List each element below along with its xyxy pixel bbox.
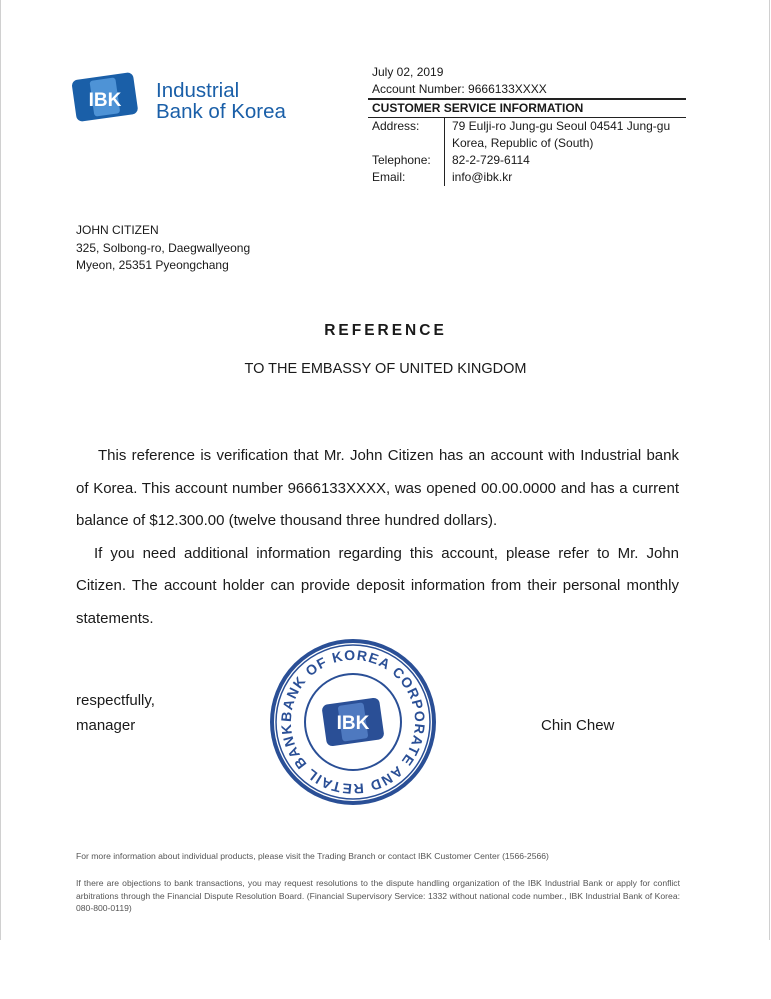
bank-seal-stamp: [268, 637, 438, 807]
ibk-logo-icon: [70, 70, 140, 126]
bank-name-line2: Bank of Korea: [156, 100, 286, 123]
paragraph-verification: This reference is verification that Mr. John Citizen has an account with Industrial bank of Korea. This account number 9666133XXXX, was opened 00.00.0000 and has a current balance of $12.300.00 (twelve thousand three hundred dollars).: [76, 447, 679, 529]
footer-dispute-info: If there are objections to bank transactions, you may request resolutions to the dispute handling organization of the IBK Industrial Bank or apply for conflict arbitrations through the Financial Dispute Resolution Board. (Financial Supervisory Service: 1332 without national code number., IBK Industrial Bank of Korea: 080-800-0119): [76, 878, 680, 913]
recipient-name: JOHN CITIZEN: [76, 223, 159, 237]
section-title: CUSTOMER SERVICE INFORMATION: [368, 100, 686, 118]
signer-role: manager: [76, 717, 136, 734]
telephone-value: 82-2-729-6114: [452, 153, 530, 167]
seal-icon: [268, 637, 438, 807]
telephone-row: [368, 152, 686, 169]
footer-info: For more information about individual products, please visit the Trading Branch or contact IBK Customer Center (1566-2566): [76, 851, 549, 861]
paragraph-additional-info: If you need additional information regarding this account, please refer to Mr. John Citizen. The account holder can provide deposit information from their personal monthly statements.: [76, 544, 679, 627]
address-value: [445, 118, 687, 152]
letter-date: July 02, 2019: [372, 65, 444, 79]
addressee: TO THE EMBASSY OF UNITED KINGDOM: [244, 361, 527, 377]
recipient-address-line2: Myeon, 25351 Pyeongchang: [76, 258, 229, 272]
letter-body: [76, 440, 679, 635]
customer-service-block: [368, 64, 686, 186]
bank-name: [156, 80, 286, 122]
svg-text:IBK: IBK: [336, 713, 370, 734]
email-row: [368, 169, 686, 186]
address-value-line1: 79 Eulji-ro Jung-gu Seoul 04541 Jung-gu: [452, 119, 671, 133]
address-label: Address:: [368, 118, 445, 152]
account-number: Account Number: 9666133XXXX: [368, 81, 686, 100]
bank-logo: [70, 70, 320, 130]
page-edge: [769, 0, 770, 940]
email-value: info@ibk.kr: [452, 170, 513, 184]
closing: respectfully,: [76, 692, 155, 709]
contact-table: [368, 118, 686, 186]
recipient-address-line1: 325, Solbong-ro, Daegwallyeong: [76, 240, 251, 255]
recipient-address: [76, 222, 250, 275]
telephone-label: Telephone:: [368, 152, 445, 169]
address-row: [368, 118, 686, 152]
document-title: REFERENCE: [324, 322, 447, 339]
page-edge: [0, 0, 1, 940]
email-label: Email:: [368, 169, 445, 186]
svg-text:IBK: IBK: [88, 90, 122, 111]
svg-text:BANK OF KOREA CORPORATE AND RE: BANK OF KOREA CORPORATE AND RETAIL BANK: [277, 646, 429, 798]
address-value-line2: Korea, Republic of (South): [452, 136, 594, 150]
bank-name-line1: Industrial: [156, 79, 240, 102]
signer-name: Chin Chew: [541, 717, 615, 734]
